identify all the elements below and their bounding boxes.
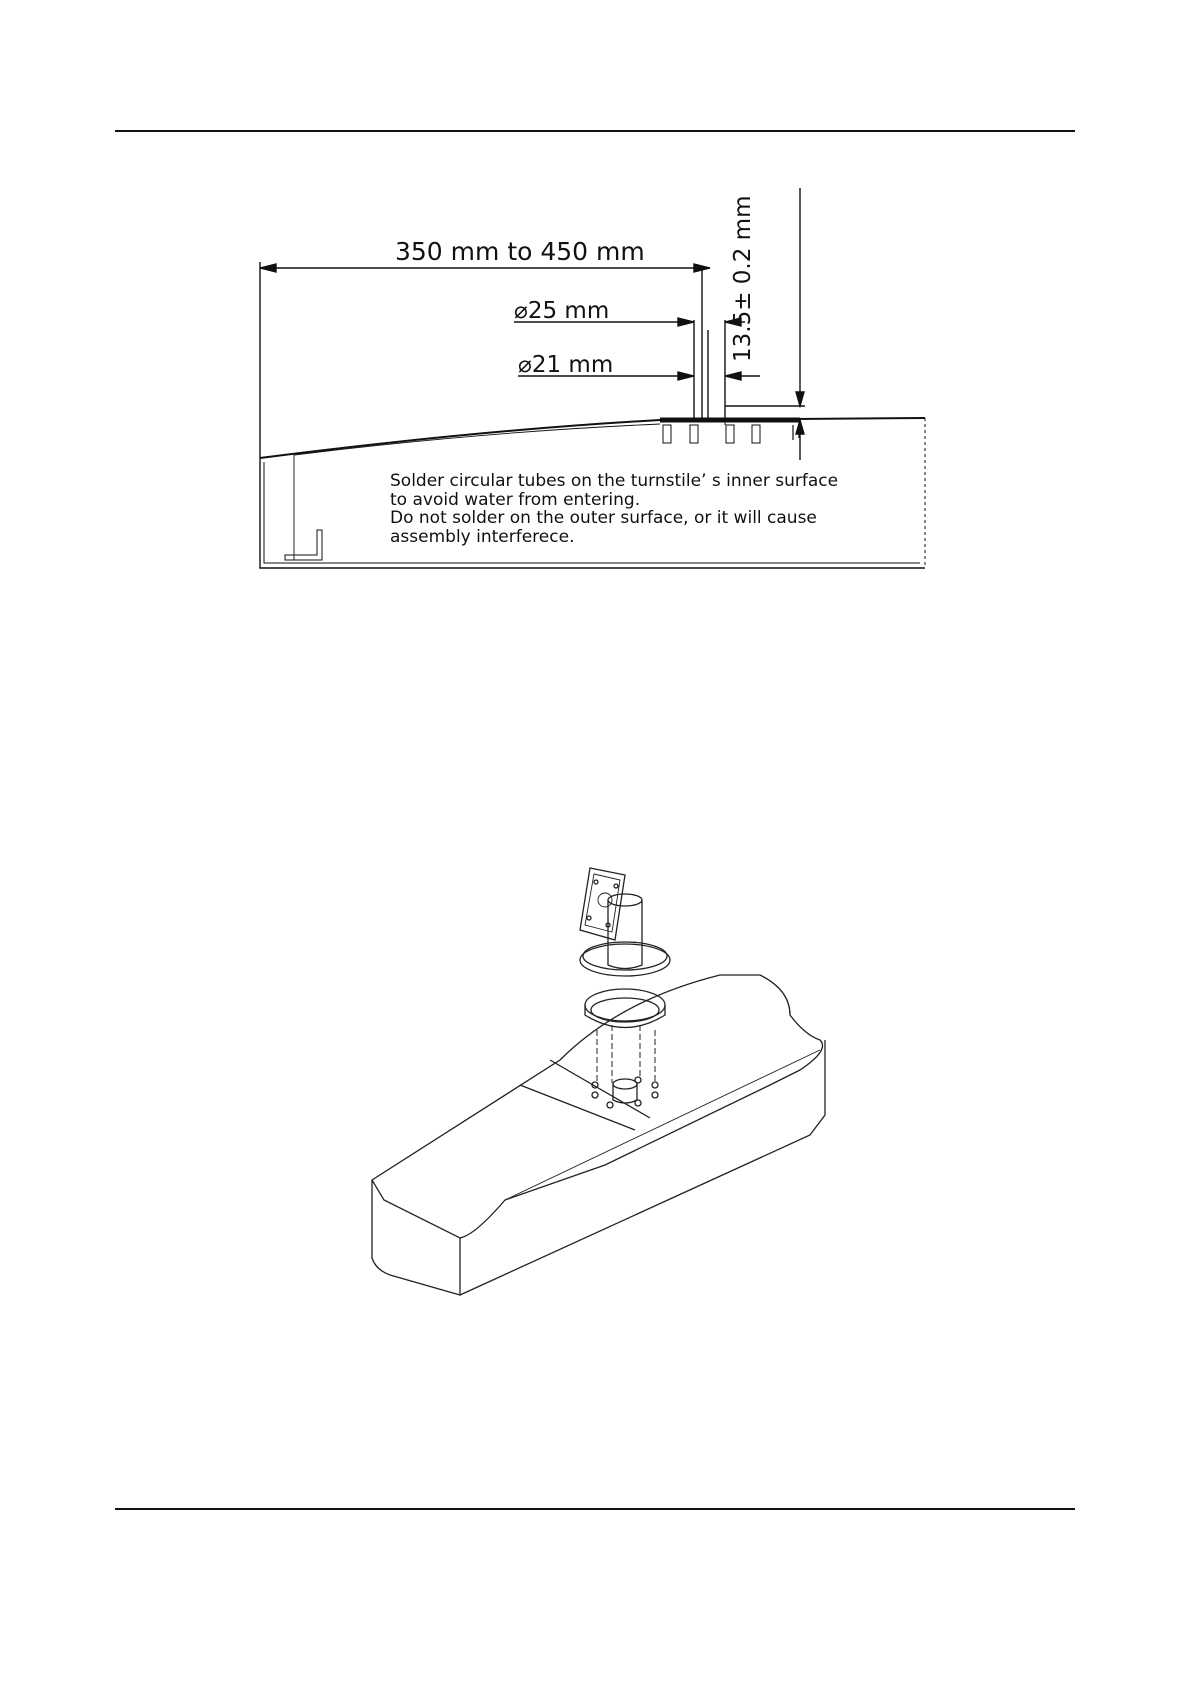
hole bbox=[652, 1082, 658, 1088]
bracket bbox=[285, 530, 322, 560]
seam-2 bbox=[550, 1060, 650, 1118]
base-front-face bbox=[372, 1180, 460, 1295]
note-line: to avoid water from entering. bbox=[390, 489, 641, 510]
seam-1 bbox=[520, 1085, 635, 1130]
tube-left-2 bbox=[690, 425, 698, 443]
base-side-face bbox=[460, 1040, 825, 1295]
inner-diameter-label: ⌀21 mm bbox=[518, 352, 614, 378]
base-top bbox=[372, 975, 823, 1238]
tube-left-1 bbox=[663, 425, 671, 443]
note-line: Do not solder on the outer surface, or it will cause bbox=[390, 508, 817, 528]
solder-note bbox=[390, 472, 838, 546]
mount-flange bbox=[585, 989, 665, 1021]
tube-right-1 bbox=[726, 425, 734, 443]
overall-dimension-label: 350 mm to 450 mm bbox=[395, 237, 645, 266]
note-line: Solder circular tubes on the turnstile’ s inner surface bbox=[390, 471, 839, 491]
hole bbox=[592, 1092, 598, 1098]
hole bbox=[652, 1092, 658, 1098]
hole bbox=[592, 1082, 598, 1088]
tube-right-2 bbox=[752, 425, 760, 443]
top-surface bbox=[260, 418, 925, 458]
outer-diameter-label: ⌀25 mm bbox=[514, 298, 610, 324]
washer-disc bbox=[580, 944, 670, 976]
center-hole bbox=[613, 1079, 637, 1089]
device-bracket bbox=[580, 868, 625, 940]
hole bbox=[635, 1077, 641, 1083]
height-dimension-label: 13.5± 0.2 mm bbox=[730, 195, 756, 362]
footer-rule bbox=[115, 1508, 1075, 1510]
pole bbox=[608, 900, 642, 969]
hole bbox=[607, 1102, 613, 1108]
hole bbox=[635, 1100, 641, 1106]
note-line: assembly interferece. bbox=[390, 526, 575, 547]
